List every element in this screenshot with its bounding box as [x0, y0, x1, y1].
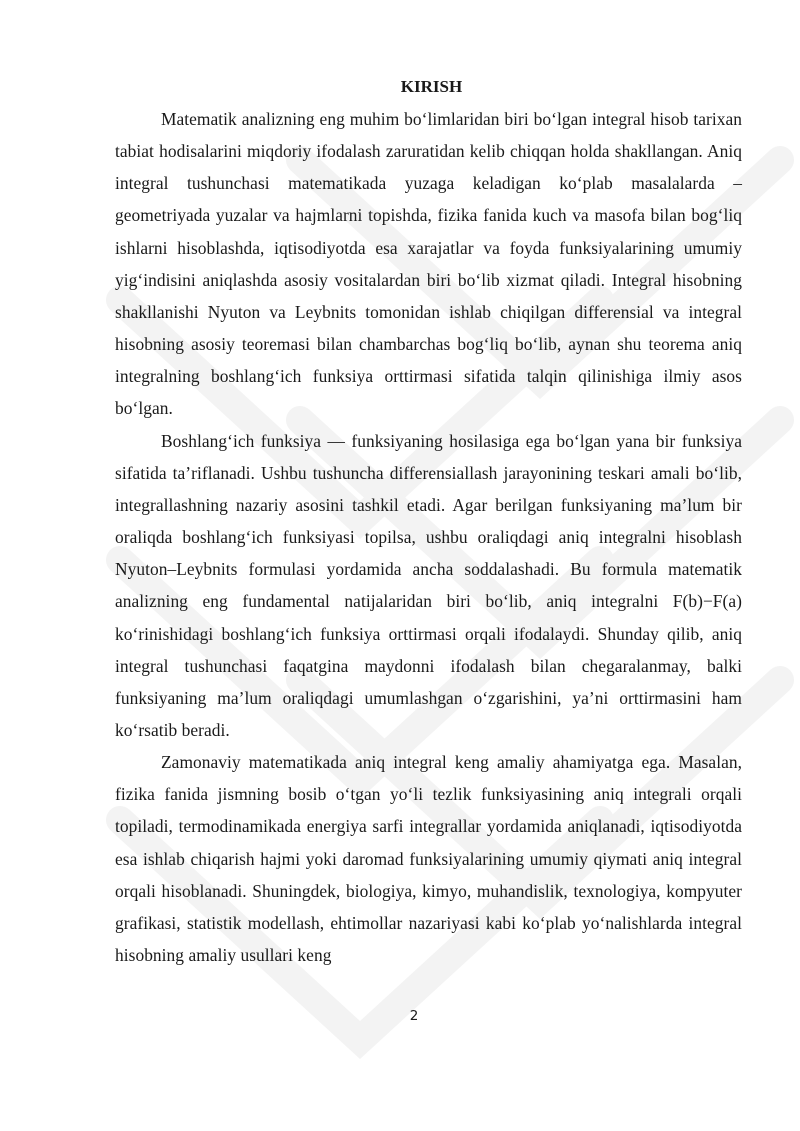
- paragraph-applications: Zamonaviy matematikada aniq integral keng amaliy ahamiyatga ega. Masalan, fizika fanida jismning bosib o‘tgan yo‘li tezlik funksiyasining aniq integrali orqali topiladi, termodinamikada energiya sarfi integrallar yordamida aniqlanadi, iqtisodiyotda esa ishlab chiqarish hajmi yoki daromad funksiyalarining umumiy qiymati aniq integral orqali hisoblanadi. Shuningdek, biologiya, kimyo, muhandislik, texnologiya, kompyuter grafikasi, statistik modellash, ehtimollar nazariyasi kabi ko‘plab yo‘nalishlarda integral hisobning amaliy usullari keng: [115, 752, 742, 966]
- page-number: 2: [409, 1008, 419, 1024]
- paragraph-antiderivative: Boshlang‘ich funksiya — funksiyaning hosilasiga ega bo‘lgan yana bir funksiya sifatida ta’riflanadi. Ushbu tushuncha differensiallash jarayonining teskari amali bo‘lib, integrallashning nazariy asosini tashkil etadi. Agar berilgan funksiyaning ma’lum bir oraliqda boshlang‘ich funksiyasi topilsa, ushbu oraliqdagi aniq integralni hisoblash Nyuton–Leybnits formulasi yordamida ancha soddalashadi. Bu formula matematik analizning eng fundamental natijalaridan biri bo‘lib, aniq integralni F(b)−F(a) ko‘rinishidagi boshlang‘ich funksiya orttirmasi orqali ifodalaydi. Shunday qilib, aniq integral tushunchasi faqatgina maydonni ifodalash bilan chegaralanmay, balki funksiyaning ma’lum oraliqdagi umumlashgan o‘zgarishini, ya’ni orttirmasini ham ko‘rsatib beradi.: [115, 430, 742, 740]
- paragraph-intro: Matematik analizning eng muhim bo‘limlaridan biri bo‘lgan integral hisob tarixan tabiat hodisalarini miqdoriy ifodalash zaruratidan kelib chiqqan holda shakllangan. Aniq integral tushunchasi matematikada yuzaga keladigan ko‘plab masalalarda – geometriyada yuzalar va hajmlarni topishda, fizika fanida kuch va masofa bilan bog‘liq ishlarni hisoblashda, iqtisodiyotda esa xarajatlar va foyda funksiyalarining umumiy yig‘indisini aniqlashda asosiy vositalardan biri bo‘lib xizmat qiladi. Integral hisobning shakllanishi Nyuton va Leybnits tomonidan ishlab chiqilgan differensial va integral hisobning asosiy teoremasi bilan chambarchas bog‘liq bo‘lib, aynan shu teorema aniq integralning boshlang‘ich funksiya orttirmasi sifatida talqin qilinishiga ilmiy asos bo‘lgan.: [115, 109, 742, 419]
- section-title: KIRISH: [400, 77, 463, 96]
- page-body: [115, 71, 742, 971]
